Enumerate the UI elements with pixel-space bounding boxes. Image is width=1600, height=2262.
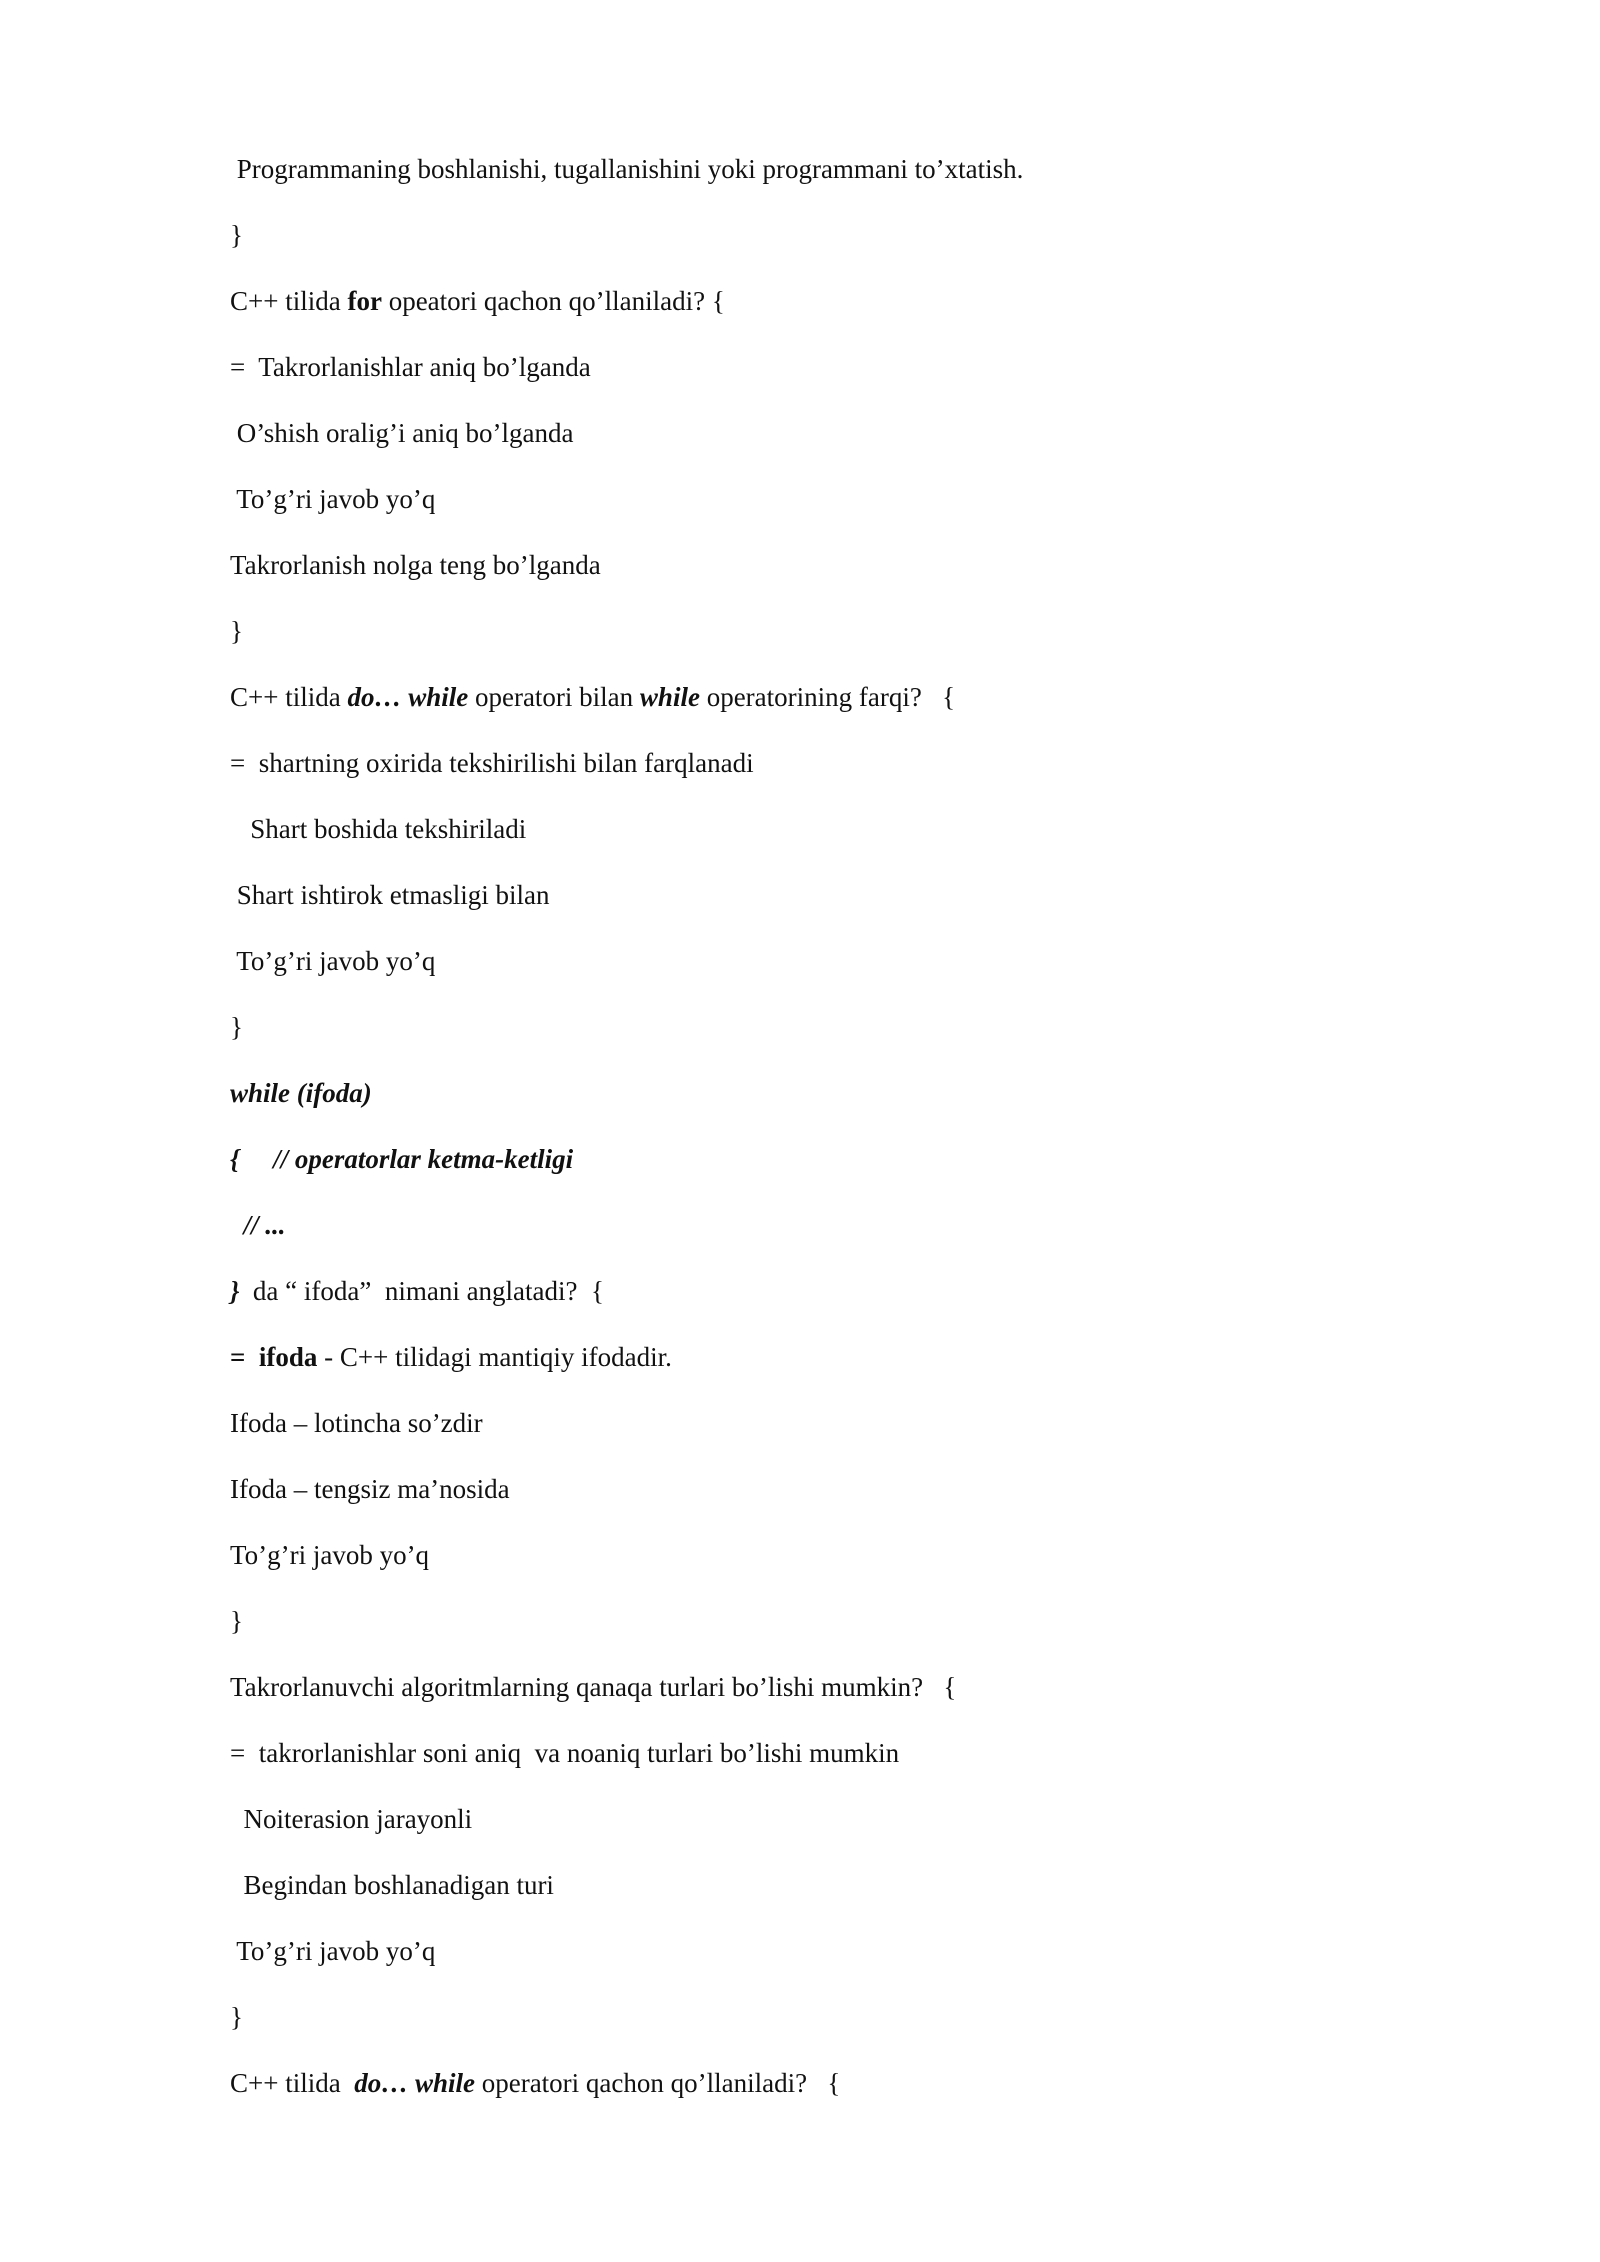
text-segment: } [230,1276,240,1306]
text-segment: Shart boshida tekshiriladi [230,814,527,844]
text-segment: = Takrorlanishlar aniq bo’lganda [230,352,591,382]
closing-brace-line [230,218,243,252]
answer-option-line [230,482,435,516]
text-segment: Ifoda – tengsiz ma’nosida [230,1474,510,1504]
text-segment: = ifoda [230,1342,318,1372]
answer-option-line [230,1538,429,1572]
answer-option-line [230,152,1023,186]
text-segment: } [230,1012,243,1042]
text-segment: // ... [230,1210,286,1240]
text-segment: opeatori qachon qo’llaniladi? { [381,286,725,316]
text-segment: Begindan boshlanadigan turi [230,1870,554,1900]
text-segment: da “ ifoda” nimani anglatadi? { [239,1276,604,1306]
text-segment: operatori qachon qo’llaniladi? { [474,2068,841,2098]
text-segment: - C++ tilidagi mantiqiy ifodadir. [317,1342,672,1372]
closing-brace-line [230,1604,243,1638]
code-line [230,1208,286,1242]
text-segment: operatori bilan [468,682,640,712]
text-segment: C++ tilida [230,2068,355,2098]
text-segment: Programmaning boshlanishi, tugallanishini yoki programmani to’xtatish. [230,154,1024,184]
text-segment: To’g’ri javob yo’q [230,1540,430,1570]
question-line [230,680,955,714]
closing-brace-line [230,2000,243,2034]
answer-option-line [230,416,573,450]
answer-option-line [230,812,526,846]
text-segment: do… while [354,2068,475,2098]
question-line [230,2066,840,2100]
question-line [230,284,725,318]
text-segment: C++ tilida [230,286,348,316]
closing-brace-line [230,614,243,648]
closing-brace-line [230,1010,243,1044]
question-line [230,1670,956,1704]
text-segment: while [639,682,700,712]
text-segment: } [230,220,243,250]
answer-option-line [230,1802,472,1836]
text-segment: = takrorlanishlar soni aniq va noaniq turlari bo’lishi mumkin [230,1738,900,1768]
code-line [230,1142,573,1176]
correct-answer-line [230,350,591,384]
text-segment: Takrorlanish nolga teng bo’lganda [230,550,601,580]
text-segment: while (ifoda) [230,1078,372,1108]
text-segment: C++ tilida [230,682,348,712]
text-segment: Ifoda – lotincha so’zdir [230,1408,483,1438]
text-segment: To’g’ri javob yo’q [230,484,436,514]
text-segment: To’g’ri javob yo’q [230,946,436,976]
text-segment: Shart ishtirok etmasligi bilan [230,880,550,910]
text-segment: operatorining farqi? { [699,682,956,712]
answer-option-line [230,1472,510,1506]
text-segment: do… while [347,682,469,712]
code-line [230,1076,372,1110]
correct-answer-line [230,746,754,780]
question-line [230,1274,604,1308]
text-segment: { // operatorlar ketma-ketligi [230,1144,574,1174]
text-segment: } [230,616,243,646]
text-segment: } [230,1606,243,1636]
answer-option-line [230,944,435,978]
answer-option-line [230,548,601,582]
answer-option-line [230,878,549,912]
answer-option-line [230,1934,435,1968]
correct-answer-line [230,1736,899,1770]
text-segment: = shartning oxirida tekshirilishi bilan farqlanadi [230,748,754,778]
text-segment: } [230,2002,243,2032]
text-segment: To’g’ri javob yo’q [230,1936,436,1966]
text-segment: Takrorlanuvchi algoritmlarning qanaqa turlari bo’lishi mumkin? { [230,1672,957,1702]
text-segment: for [347,286,382,316]
text-segment: O’shish oralig’i aniq bo’lganda [230,418,574,448]
text-segment: Noiterasion jarayonli [230,1804,473,1834]
correct-answer-line [230,1340,672,1374]
answer-option-line [230,1868,554,1902]
answer-option-line [230,1406,483,1440]
